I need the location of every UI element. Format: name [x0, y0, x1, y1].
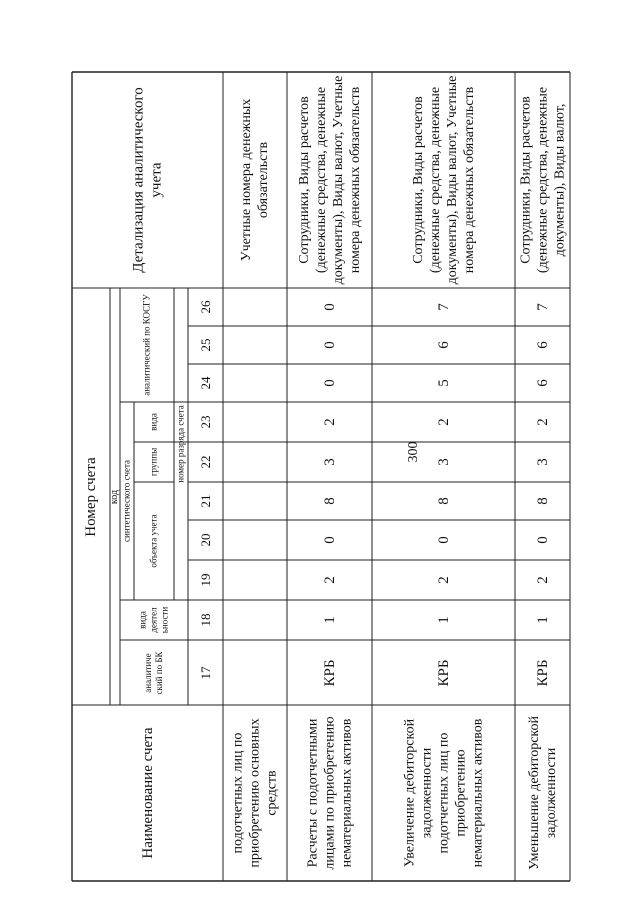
- row-1-digit-18-text: 1: [321, 616, 338, 624]
- row-1-digit-23-text: 2: [321, 418, 338, 426]
- header-kosgu-text: аналитический по КОСГУ: [141, 294, 152, 396]
- header-synthetic-text: синтетического счета: [121, 459, 132, 543]
- row-3-digit-22-text: 3: [534, 458, 551, 466]
- row-2-digit-20-text: 0: [435, 536, 452, 544]
- row-3-digit-26-text: 7: [534, 303, 551, 311]
- header-digit-25-text: 25: [197, 338, 213, 352]
- header-code-text: код: [108, 489, 120, 504]
- row-3-detail-text: Сотрудники, Виды расчетов (денежные средства, денежные документы), Виды валют,: [517, 86, 568, 274]
- header-digit-24-text: 24: [197, 376, 213, 390]
- row-0-detail-text: Учетные номера денежных обязательств: [238, 98, 271, 262]
- row-3-digit-19-text: 2: [534, 576, 551, 584]
- row-2-digit-22-text: 3: [435, 458, 452, 466]
- row-2-digit-21-text: 8: [435, 497, 452, 505]
- row-3-digit-20-text: 0: [534, 536, 551, 544]
- row-2-digit-24-text: 5: [435, 379, 452, 387]
- header-account-number-text: Номер счета: [82, 456, 99, 537]
- header-digit-23-text: 23: [197, 415, 213, 429]
- row-1-digit-19-text: 2: [321, 576, 338, 584]
- row-2-digit-23-text: 2: [435, 418, 452, 426]
- row-0-name-text: подотчетных лиц по приобретению основных средств: [230, 718, 280, 868]
- row-2-digit-25-text: 6: [435, 341, 452, 349]
- row-2-name-text: Увеличение дебиторской задолженности подотчетных лиц по приобретению нематериальных активов: [401, 718, 486, 868]
- row-3-digit-25-text: 6: [534, 341, 551, 349]
- row-1-digit-21-text: 8: [321, 497, 338, 505]
- row-1-digit-20-text: 0: [321, 536, 338, 544]
- row-1-digit-25-text: 0: [321, 341, 338, 349]
- row-1-digit-24-text: 0: [321, 379, 338, 387]
- header-account-object-text: объекта учета: [148, 514, 159, 568]
- header-digit-18-text: 18: [197, 613, 213, 627]
- header-group-text: группы: [148, 447, 159, 477]
- row-1-name-text: Расчеты с подотчетными лицами по приобретению нематериальных активов: [304, 716, 355, 870]
- header-digit-number-text: номер разряда счета: [175, 405, 186, 483]
- header-digit-19-text: 19: [197, 573, 213, 587]
- row-3-digit-18-text: 1: [534, 616, 551, 624]
- header-kind-text: вида: [148, 413, 159, 431]
- row-2-digit-18-text: 1: [435, 616, 452, 624]
- row-1-digit-22-text: 3: [321, 458, 338, 466]
- header-digit-17-text: 17: [197, 666, 213, 679]
- row-2-digit-17-text: КРБ: [435, 659, 452, 686]
- row-3-name-text: Уменьшение дебиторской задолженности: [526, 716, 559, 871]
- header-detail-text: Детализация аналитического учета: [130, 87, 165, 273]
- row-1-digit-17-text: КРБ: [321, 659, 338, 686]
- page-number: 300: [406, 441, 421, 463]
- header-account-name-text: Наименование счета: [139, 727, 156, 859]
- row-2-digit-26-text: 7: [435, 303, 452, 311]
- header-digit-20-text: 20: [197, 533, 213, 547]
- header-digit-21-text: 21: [197, 494, 213, 508]
- row-1-digit-26-text: 0: [321, 303, 338, 311]
- row-3-digit-23-text: 2: [534, 418, 551, 426]
- header-activity-type-text: вида деятел ьности: [137, 606, 170, 634]
- header-analytic-bk-text: аналитиче ский по БК: [143, 651, 164, 694]
- header-digit-26-text: 26: [197, 300, 213, 314]
- header-digit-22-text: 22: [197, 455, 213, 469]
- row-3-digit-21-text: 8: [534, 497, 551, 505]
- row-3-digit-24-text: 6: [534, 379, 551, 387]
- row-3-digit-17-text: КРБ: [534, 659, 551, 686]
- row-2-digit-19-text: 2: [435, 576, 452, 584]
- row-1-detail-text: Сотрудники, Виды расчетов (денежные средства, денежные документы), Виды валют, Учетные номера денежных обязательств: [296, 75, 363, 285]
- row-2-detail-text: Сотрудники, Виды расчетов (денежные средства, денежные документы), Виды валют, Учетные номера денежных обязательств: [410, 75, 477, 285]
